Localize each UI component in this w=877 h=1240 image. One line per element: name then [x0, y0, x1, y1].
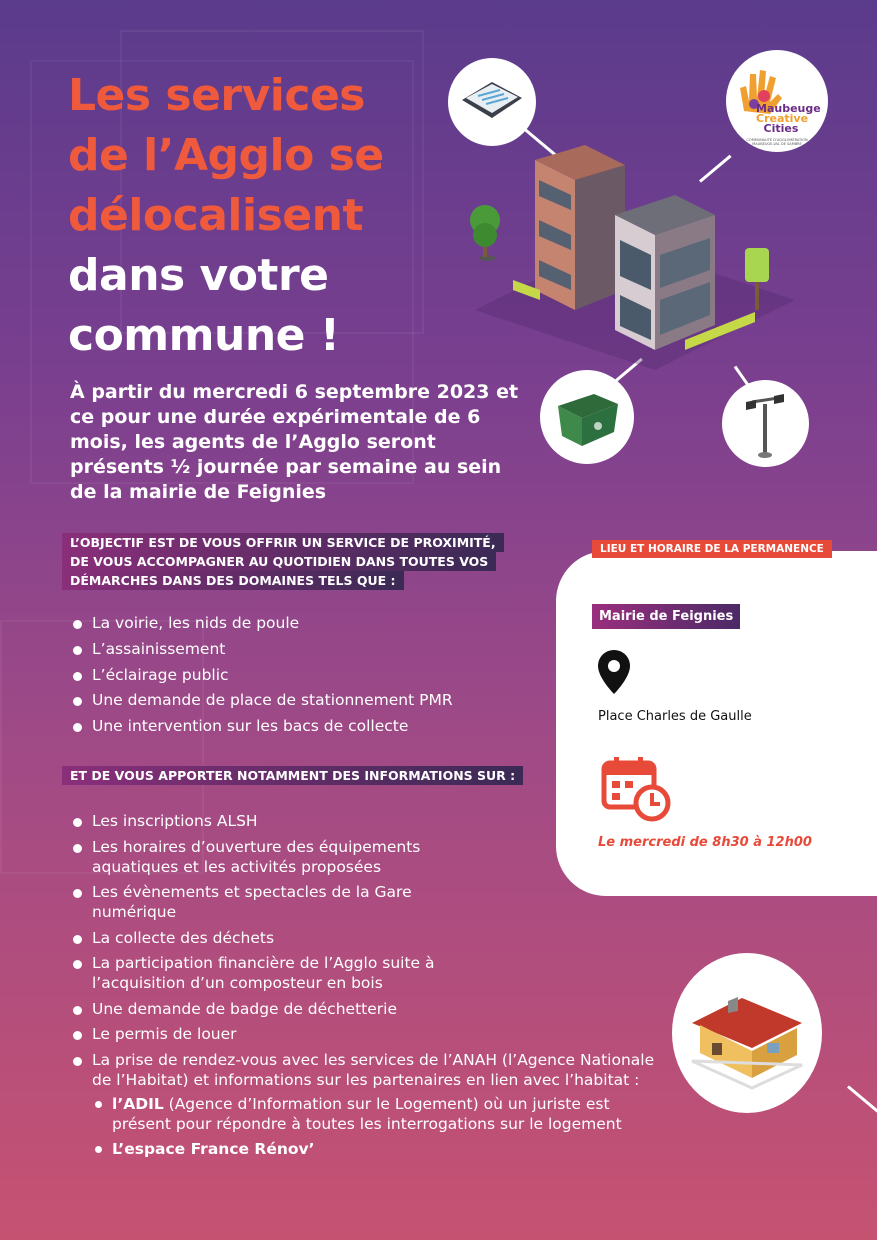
- list-item: La collecte des déchets: [70, 928, 670, 948]
- logo-text: [756, 102, 821, 135]
- headline-line: de l’Agglo se: [68, 130, 384, 181]
- objective-label: [62, 533, 504, 590]
- objective-label-line: DE VOUS ACCOMPAGNER AU QUOTIDIEN DANS TOUTES VOS: [62, 552, 496, 571]
- logo-bubble: [726, 50, 828, 152]
- streetlamp-icon: [722, 380, 809, 467]
- clipboard-icon: [448, 58, 536, 146]
- list-item: L’assainissement: [70, 639, 550, 659]
- partner-item: [92, 1139, 662, 1159]
- headline-line: dans votre: [68, 250, 329, 301]
- list-item: Les horaires d’ouverture des équipements aquatiques et les activités proposées: [70, 837, 472, 877]
- list-item: Les évènements et spectacles de la Gare numérique: [70, 882, 422, 922]
- logo-line: Maubeuge: [756, 102, 821, 115]
- mairie-label: Mairie de Feignies: [592, 604, 740, 629]
- headline-line: Les services: [68, 70, 365, 121]
- house-bubble: [672, 953, 822, 1113]
- partner-name: L’espace France Rénov’: [112, 1139, 315, 1158]
- objective-label-line: DÉMARCHES DANS DES DOMAINES TELS QUE :: [62, 571, 404, 590]
- list-item: La participation financière de l’Agglo suite à l’acquisition d’un composteur en bois: [70, 953, 492, 993]
- list-item-text: La prise de rendez-vous avec les services de l’ANAH (l’Agence Nationale de l’Habitat) et informations sur les partenaires en lien avec l’habitat :: [92, 1050, 655, 1089]
- intro-text: À partir du mercredi 6 septembre 2023 et ce pour une durée expérimentale de 6 mois, les agents de l’Agglo seront présents ½ journée par semaine au sein de la mairie de Feignies: [70, 381, 519, 503]
- calendar-clock-icon: [600, 755, 672, 823]
- logo-subtitle-line: COMMUNAUTÉ D’AGGLOMÉRATION: [746, 138, 808, 142]
- headline-line: commune !: [68, 310, 340, 361]
- clipboard-bubble: [448, 58, 536, 146]
- partner-name: l’ADIL: [112, 1094, 164, 1113]
- permanence-label: LIEU ET HORAIRE DE LA PERMANENCE: [592, 540, 832, 558]
- logo-line: Cities: [763, 122, 799, 135]
- building-icon: [465, 140, 795, 370]
- domains-list: [70, 613, 550, 742]
- headline-line: délocalisent: [68, 190, 363, 241]
- list-item: Le permis de louer: [70, 1024, 670, 1044]
- dumpster-icon: [540, 370, 634, 464]
- logo-line: Creative: [756, 112, 809, 125]
- list-item: Une demande de place de stationnement PMR: [70, 690, 550, 710]
- list-item: [70, 1050, 662, 1159]
- partner-item: [92, 1094, 662, 1134]
- info-label: [62, 766, 523, 785]
- list-item: L’éclairage public: [70, 665, 550, 685]
- map-pin-icon: [596, 648, 632, 696]
- connector-line: [847, 1085, 877, 1116]
- objective-label-line: L’OBJECTIF EST DE VOUS OFFRIR UN SERVICE DE PROXIMITÉ,: [62, 533, 504, 552]
- list-item: La voirie, les nids de poule: [70, 613, 550, 633]
- schedule-text: Le mercredi de 8h30 à 12h00: [598, 835, 812, 850]
- list-item: Une demande de badge de déchetterie: [70, 999, 670, 1019]
- headline: [68, 66, 384, 366]
- logo-subtitle-line: MAUBEUGE-VAL DE SAMBRE: [752, 142, 802, 146]
- info-label-text: ET DE VOUS APPORTER NOTAMMENT DES INFORMATIONS SUR :: [62, 766, 523, 785]
- address-text: Place Charles de Gaulle: [598, 709, 752, 724]
- partner-description: (Agence d’Information sur le Logement) où un juriste est présent pour répondre à toutes les interrogations sur le logement: [112, 1094, 622, 1133]
- house-icon: [672, 953, 822, 1113]
- list-item: Les inscriptions ALSH: [70, 811, 670, 831]
- list-item: Une intervention sur les bacs de collecte: [70, 716, 550, 736]
- partners-list: [92, 1094, 662, 1159]
- streetlamp-bubble: [722, 380, 809, 467]
- dumpster-bubble: [540, 370, 634, 464]
